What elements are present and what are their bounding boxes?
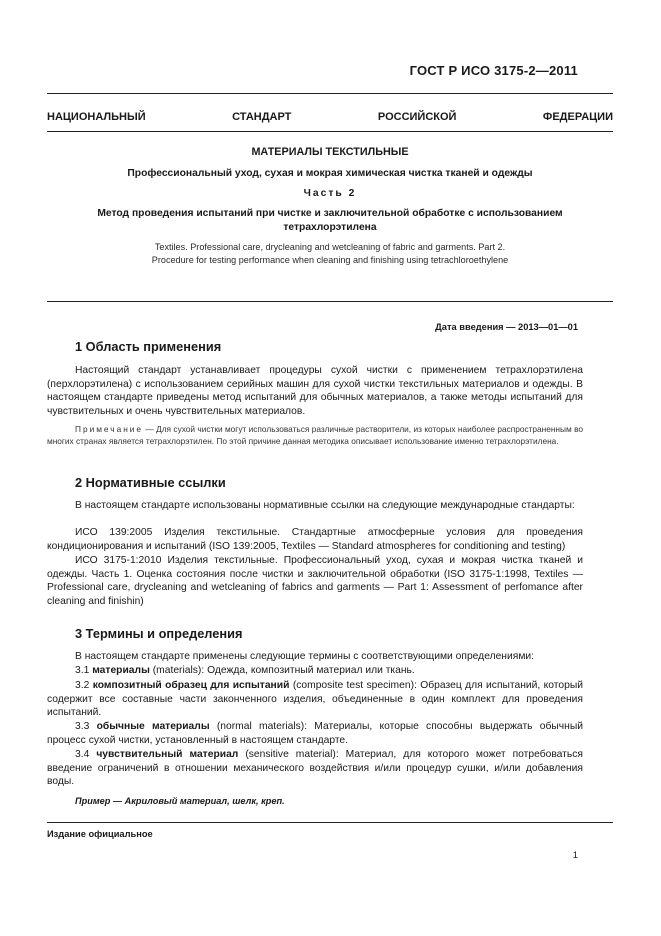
section3-heading: 3 Термины и определения xyxy=(75,626,243,641)
title-method-line1: Метод проведения испытаний при чистке и заключительной обработке с использованием xyxy=(97,208,563,219)
footer-rule xyxy=(47,822,613,823)
document-code: ГОСТ Р ИСО 3175-2—2011 xyxy=(409,63,578,78)
edition-label: Издание официальное xyxy=(47,829,153,839)
introduction-date: Дата введения — 2013—01—01 xyxy=(435,322,578,332)
title-method-line2: тетрахлорэтилена xyxy=(283,222,377,233)
top-rule xyxy=(47,93,613,94)
national-standard-banner: НАЦИОНАЛЬНЫЙ СТАНДАРТ РОССИЙСКОЙ ФЕДЕРАЦИИ xyxy=(47,111,613,123)
section2-heading: 2 Нормативные ссылки xyxy=(75,475,226,490)
title-rule xyxy=(47,301,613,302)
title-main: МАТЕРИАЛЫ ТЕКСТИЛЬНЫЕ xyxy=(251,146,409,158)
section2-paragraph: В настоящем стандарте использованы нормативные ссылки на следующие международные стандарты: xyxy=(75,500,575,511)
section3-paragraph: В настоящем стандарте применены следующие термины с соответствующими определениями: xyxy=(75,651,535,662)
title-english-line1: Textiles. Professional care, drycleaning and wetcleaning of fabric and garments. Part 2. xyxy=(154,242,506,252)
title-method xyxy=(47,207,613,235)
normative-reference-2: ИСО 3175-1:2010 Изделия текстильные. Профессиональный уход, сухая и мокрая чистка тканей и одежды. Часть 1. Оценка состояния после чистки и заключительной обработки (ISO 3175-1:1998, Textiles — Professional care, drycleaning and wetcleaning of fabrics and garments — Part 1: Assessment of perfomance after cleaning and finishin) xyxy=(47,555,583,607)
section1-note: Примечание — Для сухой чистки могут использоваться различные растворители, из которых наиболее распространенным во многих странах является тетрахлорэтилен. По этой причине данная методика описывает использование именно тетрахлорэтилена. xyxy=(47,424,583,446)
title-english-line2: Procedure for testing performance when cleaning and finishing using tetrachloroethylene xyxy=(151,255,509,265)
banner-rule xyxy=(47,131,613,132)
title-english xyxy=(47,241,613,267)
term-materials: 3.1 материалы (materials): Одежда, композитный материал или ткань. xyxy=(75,665,415,676)
title-part: Часть 2 xyxy=(303,188,357,199)
title-sub: Профессиональный уход, сухая и мокрая химическая чистка тканей и одежды xyxy=(127,168,533,179)
term-composite-specimen: 3.2 композитный образец для испытаний (composite test specimen): Образец для испытаний, который содержит все составные части законченного изделия, объединенные в один комплект для проведения испытаний. xyxy=(47,680,583,719)
note-label: Примечание xyxy=(75,424,144,434)
section1-heading: 1 Область применения xyxy=(75,339,222,354)
section1-paragraph: Настоящий стандарт устанавливает процедуры сухой чистки с применением тетрахлорэтилена (перхлорэтилена) с использованием серийных машин для сухой чистки текстильных материалов и одежды. В настоящем стандарте приведены метод испытаний для обычных материалов, а также методы испытаний для чувствительных и очень чувствительных материалов. xyxy=(47,365,583,417)
page-number: 1 xyxy=(572,850,578,861)
term-normal-materials: 3.3 обычные материалы (normal materials): Материалы, которые способны выдержать обычный процесс сухой чистки, установленный в настоящем стандарте. xyxy=(47,721,583,746)
normative-reference-1: ИСО 139:2005 Изделия текстильные. Стандартные атмосферные условия для проведения кондиционирования и испытаний (ISO 139:2005, Textiles — Standard atmospheres for conditioning and testing) xyxy=(47,527,583,552)
term-sensitive-material: 3.4 чувствительный материал (sensitive material): Материал, для которого может потребоваться введение ограничений в отношении механического воздействия и/или процедур сушки, и/или добавления воды. xyxy=(47,749,583,788)
example-text: Пример — Акриловый материал, шелк, креп. xyxy=(75,796,285,806)
